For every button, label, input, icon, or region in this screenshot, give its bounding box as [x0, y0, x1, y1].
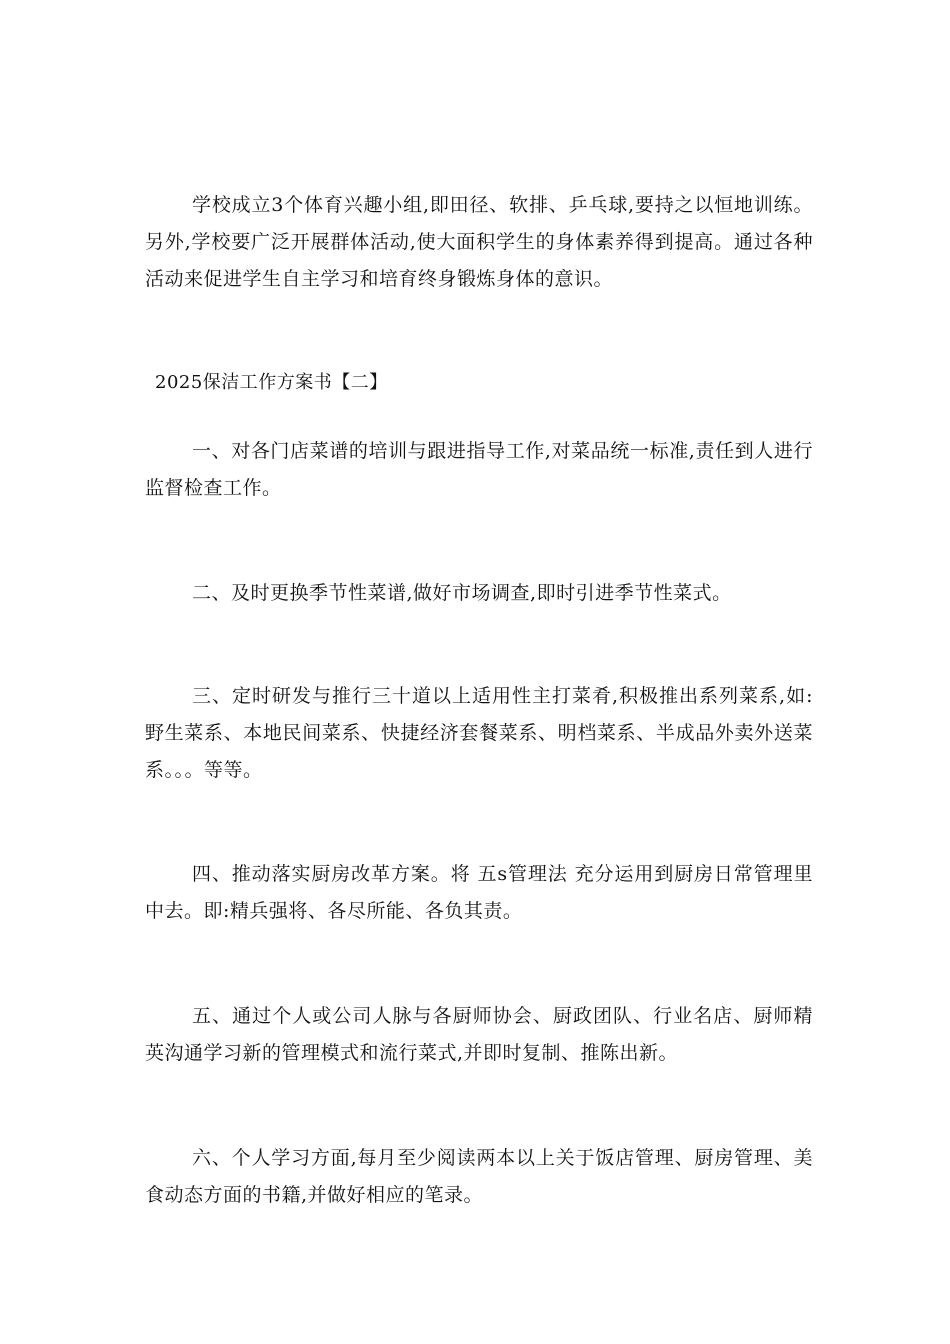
list-item-4: 四、推动落实厨房改革方案。将 五s管理法 充分运用到厨房日常管理里中去。即:精兵强将、各尽所能、各负其责。 — [145, 863, 813, 922]
list-item-5: 五、通过个人或公司人脉与各厨师协会、厨政团队、行业名店、厨师精英沟通学习新的管理模式和流行菜式,并即时复制、推陈出新。 — [145, 1005, 813, 1064]
list-item-1: 一、对各门店菜谱的培训与跟进指导工作,对菜品统一标准,责任到人进行监督检查工作。 — [145, 440, 813, 499]
list-item-6: 六、个人学习方面,每月至少阅读两本以上关于饭店管理、厨房管理、美食动态方面的书籍,并做好相应的笔录。 — [145, 1147, 813, 1206]
section-title: 2025保洁工作方案书【二】 — [155, 372, 388, 393]
intro-paragraph: 学校成立3个体育兴趣小组,即田径、软排、乒乓球,要持之以恒地训练。另外,学校要广泛开展群体活动,使大面积学生的身体素养得到提高。通过各种活动来促进学生自主学习和培育终身锻炼身体的意识。 — [145, 194, 813, 290]
list-item-3: 三、定时研发与推行三十道以上适用性主打菜肴,积极推出系列菜系,如:野生菜系、本地民间菜系、快捷经济套餐菜系、明档菜系、半成品外卖外送菜系。。。等等。 — [145, 685, 813, 781]
list-item-2: 二、及时更换季节性菜谱,做好市场调查,即时引进季节性菜式。 — [192, 582, 732, 604]
